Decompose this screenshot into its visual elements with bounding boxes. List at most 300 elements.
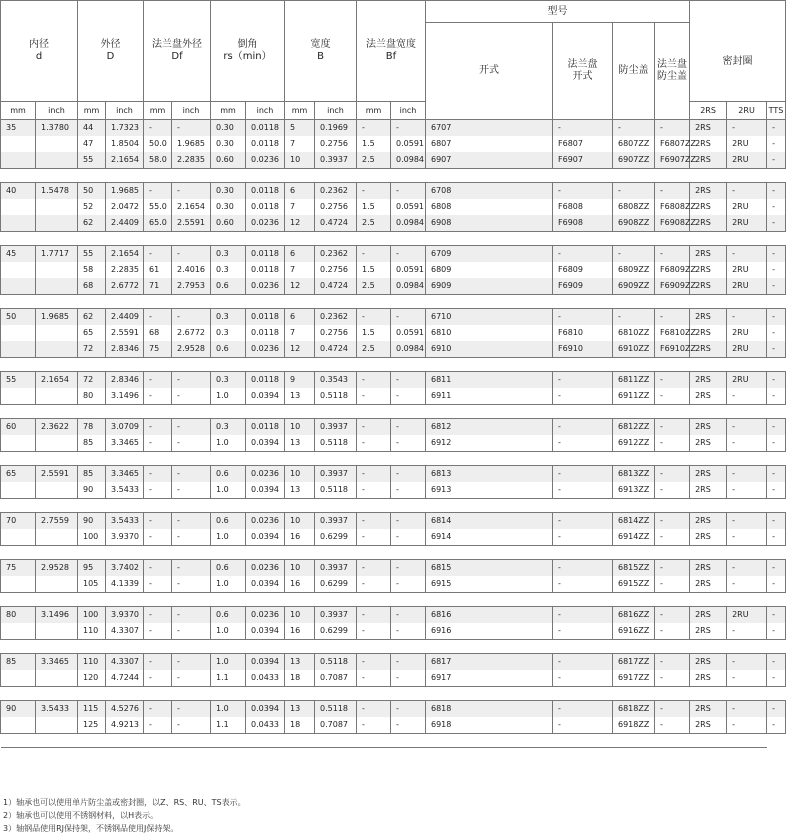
table-row bbox=[1, 701, 786, 718]
table-row bbox=[1, 372, 786, 389]
table-cell: 0.6 bbox=[211, 466, 246, 483]
table-cell: F6809 bbox=[553, 262, 613, 278]
table-cell: 4.1339 bbox=[106, 576, 144, 593]
table-cell: 6913 bbox=[426, 482, 553, 499]
table-cell: - bbox=[553, 435, 613, 452]
table-cell: 13 bbox=[285, 482, 315, 499]
table-cell: F6807ZZ bbox=[655, 136, 690, 152]
table-cell: 50.0 bbox=[144, 136, 172, 152]
table-cell: 2RS bbox=[690, 325, 727, 341]
group-spacer bbox=[1, 499, 786, 513]
table-row bbox=[1, 152, 786, 169]
table-cell: - bbox=[357, 670, 391, 687]
table-row bbox=[1, 309, 786, 326]
spacer-cell bbox=[1, 546, 767, 560]
table-cell: 6807 bbox=[426, 136, 553, 152]
table-cell: - bbox=[357, 482, 391, 499]
table-cell: 2RS bbox=[690, 309, 727, 326]
seal-type-2ru: 2RU bbox=[727, 102, 767, 120]
seal-type-2rs: 2RS bbox=[690, 102, 727, 120]
table-cell: - bbox=[553, 372, 613, 389]
table-cell: 2RU bbox=[727, 199, 767, 215]
group-spacer bbox=[1, 358, 786, 372]
table-cell: 2RS bbox=[690, 199, 727, 215]
table-cell: 6911ZZ bbox=[613, 388, 655, 405]
table-cell: 52 bbox=[78, 199, 106, 215]
unit-inch: inch bbox=[36, 102, 78, 120]
table-cell: 105 bbox=[78, 576, 106, 593]
table-row bbox=[1, 120, 786, 137]
spacer-cell bbox=[1, 499, 767, 513]
table-row bbox=[1, 262, 786, 278]
table-cell: - bbox=[144, 576, 172, 593]
table-cell: 6917 bbox=[426, 670, 553, 687]
table-cell: 0.7087 bbox=[315, 717, 357, 734]
table-cell: 75 bbox=[1, 560, 36, 577]
spacer-cell bbox=[1, 405, 767, 419]
table-cell bbox=[36, 325, 78, 341]
table-cell: 1.1 bbox=[211, 670, 246, 687]
unit-mm: mm bbox=[357, 102, 391, 120]
table-cell: - bbox=[553, 717, 613, 734]
table-cell: 6811ZZ bbox=[613, 372, 655, 389]
table-cell: 6814ZZ bbox=[613, 513, 655, 530]
table-cell: - bbox=[172, 372, 211, 389]
table-cell: 62 bbox=[78, 309, 106, 326]
table-cell: 0.6 bbox=[211, 560, 246, 577]
table-cell: 6918ZZ bbox=[613, 717, 655, 734]
table-cell: - bbox=[172, 717, 211, 734]
dust-cover-header: 防尘盖 bbox=[613, 23, 655, 120]
table-cell: - bbox=[144, 513, 172, 530]
table-cell: - bbox=[553, 183, 613, 200]
table-row bbox=[1, 136, 786, 152]
table-cell: - bbox=[357, 513, 391, 530]
table-cell: 6813ZZ bbox=[613, 466, 655, 483]
table-cell: 0.5118 bbox=[315, 654, 357, 671]
table-cell: - bbox=[172, 419, 211, 436]
table-cell: 78 bbox=[78, 419, 106, 436]
flange-open-header: 法兰盘 开式 bbox=[553, 23, 613, 120]
table-cell: 2RU bbox=[727, 325, 767, 341]
spacer-cell bbox=[1, 640, 767, 654]
table-cell: 4.7244 bbox=[106, 670, 144, 687]
table-cell: - bbox=[767, 435, 786, 452]
table-cell: 1.1 bbox=[211, 717, 246, 734]
table-cell: 2.8346 bbox=[106, 341, 144, 358]
table-cell: 13 bbox=[285, 435, 315, 452]
table-cell: 2.5 bbox=[357, 152, 391, 169]
table-cell: - bbox=[655, 482, 690, 499]
footnotes bbox=[3, 796, 246, 835]
table-cell: 2RS bbox=[690, 560, 727, 577]
table-cell: - bbox=[767, 560, 786, 577]
table-cell: 2RS bbox=[690, 513, 727, 530]
table-cell: 0.6 bbox=[211, 513, 246, 530]
table-cell: - bbox=[144, 466, 172, 483]
table-cell: 3.3465 bbox=[106, 435, 144, 452]
table-cell: - bbox=[172, 388, 211, 405]
table-cell: - bbox=[172, 529, 211, 546]
table-cell: - bbox=[767, 670, 786, 687]
table-cell: 68 bbox=[144, 325, 172, 341]
table-row bbox=[1, 325, 786, 341]
table-cell: 72 bbox=[78, 372, 106, 389]
table-row bbox=[1, 576, 786, 593]
table-cell: 65 bbox=[78, 325, 106, 341]
table-cell: 0.0394 bbox=[246, 701, 285, 718]
table-cell: 6816ZZ bbox=[613, 607, 655, 624]
table-cell: 6809ZZ bbox=[613, 262, 655, 278]
table-cell: 16 bbox=[285, 576, 315, 593]
table-cell: 44 bbox=[78, 120, 106, 137]
table-cell: - bbox=[727, 435, 767, 452]
flange-dust-cover-header: 法兰盘 防尘盖 bbox=[655, 23, 690, 120]
table-cell: - bbox=[391, 670, 426, 687]
open-header: 开式 bbox=[426, 23, 553, 120]
unit-inch: inch bbox=[315, 102, 357, 120]
table-cell: - bbox=[172, 623, 211, 640]
table-cell: - bbox=[655, 309, 690, 326]
group-spacer bbox=[1, 452, 786, 466]
table-cell: 0.0118 bbox=[246, 309, 285, 326]
table-cell: - bbox=[613, 246, 655, 263]
table-cell: 6707 bbox=[426, 120, 553, 137]
table-cell: 10 bbox=[285, 419, 315, 436]
table-cell: 18 bbox=[285, 717, 315, 734]
table-cell: - bbox=[727, 717, 767, 734]
table-cell: 0.3937 bbox=[315, 513, 357, 530]
table-cell: - bbox=[553, 701, 613, 718]
table-cell: 35 bbox=[1, 120, 36, 137]
table-cell: 6818 bbox=[426, 701, 553, 718]
table-row bbox=[1, 278, 786, 295]
table-cell: 6916ZZ bbox=[613, 623, 655, 640]
table-cell: - bbox=[655, 717, 690, 734]
table-cell: F6910ZZ bbox=[655, 341, 690, 358]
table-cell: 2RS bbox=[690, 717, 727, 734]
table-cell bbox=[1, 435, 36, 452]
table-cell: - bbox=[391, 482, 426, 499]
table-cell: - bbox=[553, 246, 613, 263]
seal-header: 密封圈 bbox=[690, 23, 786, 102]
flange-width-header: 法兰盘宽度 Bf bbox=[357, 1, 426, 102]
table-cell: 13 bbox=[285, 701, 315, 718]
table-cell: - bbox=[357, 717, 391, 734]
table-cell: 2.1654 bbox=[36, 372, 78, 389]
table-cell: 6910ZZ bbox=[613, 341, 655, 358]
table-cell bbox=[1, 717, 36, 734]
table-cell: 0.0984 bbox=[391, 152, 426, 169]
unit-inch: inch bbox=[246, 102, 285, 120]
table-cell: 58 bbox=[78, 262, 106, 278]
table-cell bbox=[1, 152, 36, 169]
table-cell: 0.6299 bbox=[315, 529, 357, 546]
table-cell: - bbox=[613, 309, 655, 326]
table-cell: 0.3 bbox=[211, 419, 246, 436]
table-cell: 2.2835 bbox=[106, 262, 144, 278]
table-cell: - bbox=[144, 670, 172, 687]
table-cell: F6808 bbox=[553, 199, 613, 215]
table-cell bbox=[1, 325, 36, 341]
table-cell: - bbox=[144, 388, 172, 405]
table-cell: 1.3780 bbox=[36, 120, 78, 137]
spacer-cell bbox=[1, 452, 767, 466]
table-row bbox=[1, 607, 786, 624]
table-cell: 6808ZZ bbox=[613, 199, 655, 215]
table-cell: - bbox=[767, 120, 786, 137]
table-cell: - bbox=[655, 120, 690, 137]
table-cell: - bbox=[172, 576, 211, 593]
table-cell: - bbox=[655, 466, 690, 483]
table-cell: 4.5276 bbox=[106, 701, 144, 718]
table-cell: F6908 bbox=[553, 215, 613, 232]
table-cell: 71 bbox=[144, 278, 172, 295]
table-cell: - bbox=[357, 372, 391, 389]
table-cell: 0.3937 bbox=[315, 419, 357, 436]
table-cell: - bbox=[144, 529, 172, 546]
table-cell: - bbox=[727, 576, 767, 593]
group-spacer bbox=[1, 593, 786, 607]
table-cell: - bbox=[391, 419, 426, 436]
table-cell: 2.5591 bbox=[172, 215, 211, 232]
table-cell: 55.0 bbox=[144, 199, 172, 215]
table-cell: 0.0118 bbox=[246, 120, 285, 137]
table-cell: - bbox=[655, 513, 690, 530]
table-cell bbox=[1, 278, 36, 295]
unit-inch: inch bbox=[106, 102, 144, 120]
table-cell: F6808ZZ bbox=[655, 199, 690, 215]
table-row bbox=[1, 246, 786, 263]
table-cell: - bbox=[144, 607, 172, 624]
table-cell: 0.0118 bbox=[246, 262, 285, 278]
table-cell: - bbox=[391, 513, 426, 530]
seal-type-tts: TTS bbox=[767, 102, 786, 120]
table-cell: 1.5 bbox=[357, 199, 391, 215]
table-cell: 0.0394 bbox=[246, 388, 285, 405]
table-cell: - bbox=[391, 701, 426, 718]
table-cell: 0.3937 bbox=[315, 152, 357, 169]
table-cell bbox=[36, 262, 78, 278]
table-cell: 0.3543 bbox=[315, 372, 357, 389]
table-cell: 0.0236 bbox=[246, 607, 285, 624]
table-cell: 2RU bbox=[727, 607, 767, 624]
table-cell: - bbox=[655, 435, 690, 452]
table-cell: - bbox=[391, 388, 426, 405]
table-cell: - bbox=[767, 607, 786, 624]
unit-mm: mm bbox=[285, 102, 315, 120]
seal-top-spacer bbox=[690, 1, 786, 23]
table-row bbox=[1, 513, 786, 530]
table-cell: 6908 bbox=[426, 215, 553, 232]
table-cell: - bbox=[767, 701, 786, 718]
table-cell: 61 bbox=[144, 262, 172, 278]
table-cell: 1.9685 bbox=[36, 309, 78, 326]
table-cell: - bbox=[172, 482, 211, 499]
table-cell bbox=[1, 215, 36, 232]
table-cell: 0.0236 bbox=[246, 466, 285, 483]
table-cell bbox=[36, 152, 78, 169]
table-cell: 120 bbox=[78, 670, 106, 687]
table-row bbox=[1, 623, 786, 640]
table-cell: 0.0394 bbox=[246, 529, 285, 546]
spacer-cell bbox=[1, 232, 767, 246]
table-cell: 0.4724 bbox=[315, 215, 357, 232]
table-cell: - bbox=[144, 246, 172, 263]
table-cell: 0.6299 bbox=[315, 623, 357, 640]
table-cell: - bbox=[727, 623, 767, 640]
table-cell: F6807 bbox=[553, 136, 613, 152]
table-cell: 6912ZZ bbox=[613, 435, 655, 452]
table-cell: 2RS bbox=[690, 152, 727, 169]
table-cell: 115 bbox=[78, 701, 106, 718]
table-cell: 7 bbox=[285, 262, 315, 278]
table-row bbox=[1, 466, 786, 483]
table-cell: - bbox=[172, 513, 211, 530]
table-cell: 47 bbox=[78, 136, 106, 152]
table-cell: 3.3465 bbox=[36, 654, 78, 671]
table-cell: - bbox=[553, 419, 613, 436]
table-cell: 2.7953 bbox=[172, 278, 211, 295]
table-cell: 2RS bbox=[690, 466, 727, 483]
table-cell: - bbox=[391, 654, 426, 671]
table-cell: 50 bbox=[1, 309, 36, 326]
table-cell: - bbox=[767, 529, 786, 546]
table-cell: 2.1654 bbox=[106, 246, 144, 263]
table-cell: - bbox=[357, 309, 391, 326]
table-cell bbox=[1, 670, 36, 687]
table-cell: 1.5 bbox=[357, 262, 391, 278]
table-cell: - bbox=[767, 513, 786, 530]
table-cell: 0.4724 bbox=[315, 278, 357, 295]
table-cell: - bbox=[172, 670, 211, 687]
table-row bbox=[1, 482, 786, 499]
table-cell: 6812 bbox=[426, 419, 553, 436]
table-cell: 0.6 bbox=[211, 341, 246, 358]
table-cell: 7 bbox=[285, 136, 315, 152]
table-cell: - bbox=[655, 607, 690, 624]
table-cell: 0.2362 bbox=[315, 309, 357, 326]
table-cell bbox=[1, 529, 36, 546]
table-cell: - bbox=[767, 654, 786, 671]
table-cell: - bbox=[767, 246, 786, 263]
table-cell: - bbox=[357, 466, 391, 483]
table-cell: 0.30 bbox=[211, 136, 246, 152]
table-cell: 2RS bbox=[690, 670, 727, 687]
table-cell: - bbox=[357, 388, 391, 405]
table-cell: 2.4016 bbox=[172, 262, 211, 278]
table-cell: 90 bbox=[78, 513, 106, 530]
table-cell: - bbox=[144, 120, 172, 137]
table-row bbox=[1, 199, 786, 215]
table-cell: 0.0118 bbox=[246, 372, 285, 389]
table-cell: 2.4409 bbox=[106, 309, 144, 326]
table-cell: 2.8346 bbox=[106, 372, 144, 389]
table-cell: - bbox=[767, 309, 786, 326]
group-spacer bbox=[1, 640, 786, 654]
table-cell: - bbox=[655, 388, 690, 405]
table-cell bbox=[36, 435, 78, 452]
table-cell: - bbox=[357, 560, 391, 577]
table-cell bbox=[1, 388, 36, 405]
table-cell: F6907ZZ bbox=[655, 152, 690, 169]
table-row bbox=[1, 183, 786, 200]
table-cell: 6910 bbox=[426, 341, 553, 358]
table-cell: - bbox=[655, 623, 690, 640]
table-cell: 0.2756 bbox=[315, 199, 357, 215]
table-cell: 75 bbox=[144, 341, 172, 358]
table-cell: 1.0 bbox=[211, 654, 246, 671]
table-cell: - bbox=[144, 482, 172, 499]
table-cell: - bbox=[655, 670, 690, 687]
table-cell: 70 bbox=[1, 513, 36, 530]
table-cell: 2RU bbox=[727, 136, 767, 152]
table-cell: 90 bbox=[1, 701, 36, 718]
table-cell: - bbox=[727, 246, 767, 263]
table-cell: - bbox=[391, 309, 426, 326]
table-cell: - bbox=[391, 372, 426, 389]
table-cell: 2RU bbox=[727, 341, 767, 358]
table-cell: 0.1969 bbox=[315, 120, 357, 137]
table-cell: 2RS bbox=[690, 654, 727, 671]
model-group-header: 型号 bbox=[426, 1, 690, 23]
table-cell: 0.3 bbox=[211, 372, 246, 389]
table-cell: - bbox=[553, 560, 613, 577]
table-cell: - bbox=[391, 120, 426, 137]
table-cell: - bbox=[172, 309, 211, 326]
table-cell: 2RS bbox=[690, 388, 727, 405]
table-cell: 80 bbox=[78, 388, 106, 405]
spacer-cell bbox=[1, 295, 767, 309]
table-cell bbox=[36, 482, 78, 499]
table-cell: - bbox=[727, 560, 767, 577]
table-cell: 6907 bbox=[426, 152, 553, 169]
table-cell: 0.2362 bbox=[315, 246, 357, 263]
table-cell: 2RS bbox=[690, 623, 727, 640]
table-cell: - bbox=[655, 183, 690, 200]
spacer-cell bbox=[1, 593, 767, 607]
table-cell: 6816 bbox=[426, 607, 553, 624]
table-cell: 6813 bbox=[426, 466, 553, 483]
table-cell: 0.3 bbox=[211, 325, 246, 341]
table-cell: 0.0984 bbox=[391, 278, 426, 295]
table-cell: - bbox=[655, 654, 690, 671]
table-cell: 2RS bbox=[690, 262, 727, 278]
table-cell: - bbox=[357, 607, 391, 624]
table-cell: - bbox=[727, 466, 767, 483]
table-row bbox=[1, 435, 786, 452]
table-cell: 2.1654 bbox=[106, 152, 144, 169]
table-cell: 6915 bbox=[426, 576, 553, 593]
table-cell: 0.3937 bbox=[315, 607, 357, 624]
table-cell: 1.0 bbox=[211, 435, 246, 452]
table-cell: 2RS bbox=[690, 529, 727, 546]
table-cell: 0.0591 bbox=[391, 136, 426, 152]
table-cell: F6909 bbox=[553, 278, 613, 295]
table-cell: 0.0236 bbox=[246, 341, 285, 358]
group-spacer bbox=[1, 169, 786, 183]
table-cell: - bbox=[767, 152, 786, 169]
table-cell: - bbox=[727, 513, 767, 530]
table-cell: 16 bbox=[285, 529, 315, 546]
unit-inch: inch bbox=[172, 102, 211, 120]
table-cell: 72 bbox=[78, 341, 106, 358]
table-row bbox=[1, 560, 786, 577]
table-cell: - bbox=[391, 576, 426, 593]
table-cell bbox=[1, 199, 36, 215]
table-cell: 6818ZZ bbox=[613, 701, 655, 718]
table-cell: 2.9528 bbox=[36, 560, 78, 577]
